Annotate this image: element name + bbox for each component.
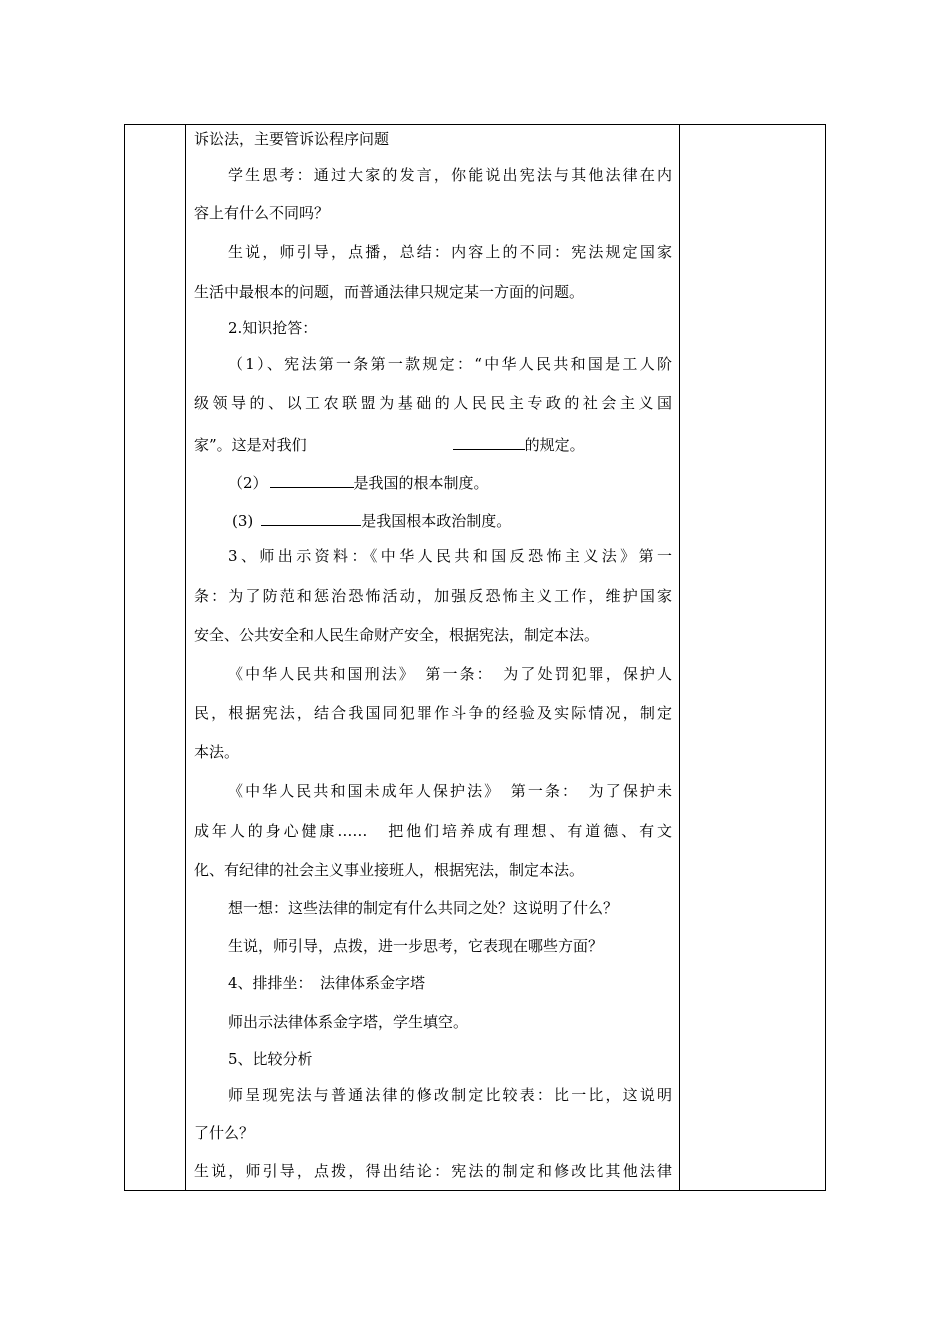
text-line: 生说，师引导，点拨，进一步思考，它表现在哪些方面？ [228,937,604,955]
answer-blank [453,434,525,450]
fill-in-line-1 [194,434,585,455]
text-line: 4、排排坐： 法律体系金字塔 [228,974,426,992]
text-line: 本法。 [194,743,240,761]
text-line: 级领导的、以工农联盟为基础的人民民主专政的社会主义国 [194,394,672,412]
text-line: 诉讼法，主要管诉讼程序问题 [194,130,390,148]
text-line: 2.知识抢答： [228,319,318,337]
text-line: 师呈现宪法与普通法律的修改制定比较表：比一比，这说明 [228,1086,672,1104]
answer-blank [261,510,361,526]
text-line: 师出示法律体系金字塔，学生填空。 [228,1013,469,1031]
fill-in-line-2 [194,472,489,493]
text-fragment: （2） [228,474,268,492]
text-line: 想一想：这些法律的制定有什么共同之处？这说明了什么？ [228,899,619,917]
text-line: 容上有什么不同吗？ [194,204,330,222]
text-line: 成年人的身心健康…… 把他们培养成有理想、有道德、有文 [194,822,672,840]
text-line: 条：为了防范和惩治恐怖活动，加强反恐怖主义工作，维护国家 [194,587,672,605]
text-fragment: 是我国的根本制度。 [353,474,489,492]
text-fragment: 家”。这是对我们 [194,436,307,454]
text-line: 《中华人民共和国未成年人保护法》 第一条： 为了保护未 [228,782,672,800]
text-fragment: (3) [232,512,254,530]
text-line: 3、师出示资料：《中华人民共和国反恐怖主义法》第一 [228,547,672,565]
text-line: 生说，师引导，点播，总结：内容上的不同：宪法规定国家 [228,243,672,261]
text-line: （1）、宪法第一条第一款规定：“中华人民共和国是工人阶 [228,355,672,373]
lesson-table [124,124,826,1191]
text-line: 5、比较分析 [228,1050,313,1068]
text-line: 生活中最根本的问题，而普通法律只规定某一方面的问题。 [194,283,585,301]
answer-blank [270,472,354,488]
text-line: 民，根据宪法，结合我国同犯罪作斗争的经验及实际情况，制定 [194,704,672,722]
text-fragment: 是我国根本政治制度。 [361,512,512,530]
text-line: 生说，师引导，点拨，得出结论：宪法的制定和修改比其他法律 [194,1162,672,1180]
text-line: 安全、公共安全和人民生命财产安全，根据宪法，制定本法。 [194,626,600,644]
fill-in-line-3 [194,510,511,531]
column-divider-left [185,125,186,1190]
text-line: 《中华人民共和国刑法》 第一条： 为了处罚犯罪，保护人 [228,665,672,683]
text-line: 学生思考：通过大家的发言，你能说出宪法与其他法律在内 [228,166,672,184]
text-fragment: 的规定。 [524,436,585,454]
column-divider-right [679,125,680,1190]
text-line: 了什么？ [194,1124,255,1142]
text-line: 化、有纪律的社会主义事业接班人，根据宪法，制定本法。 [194,861,585,879]
